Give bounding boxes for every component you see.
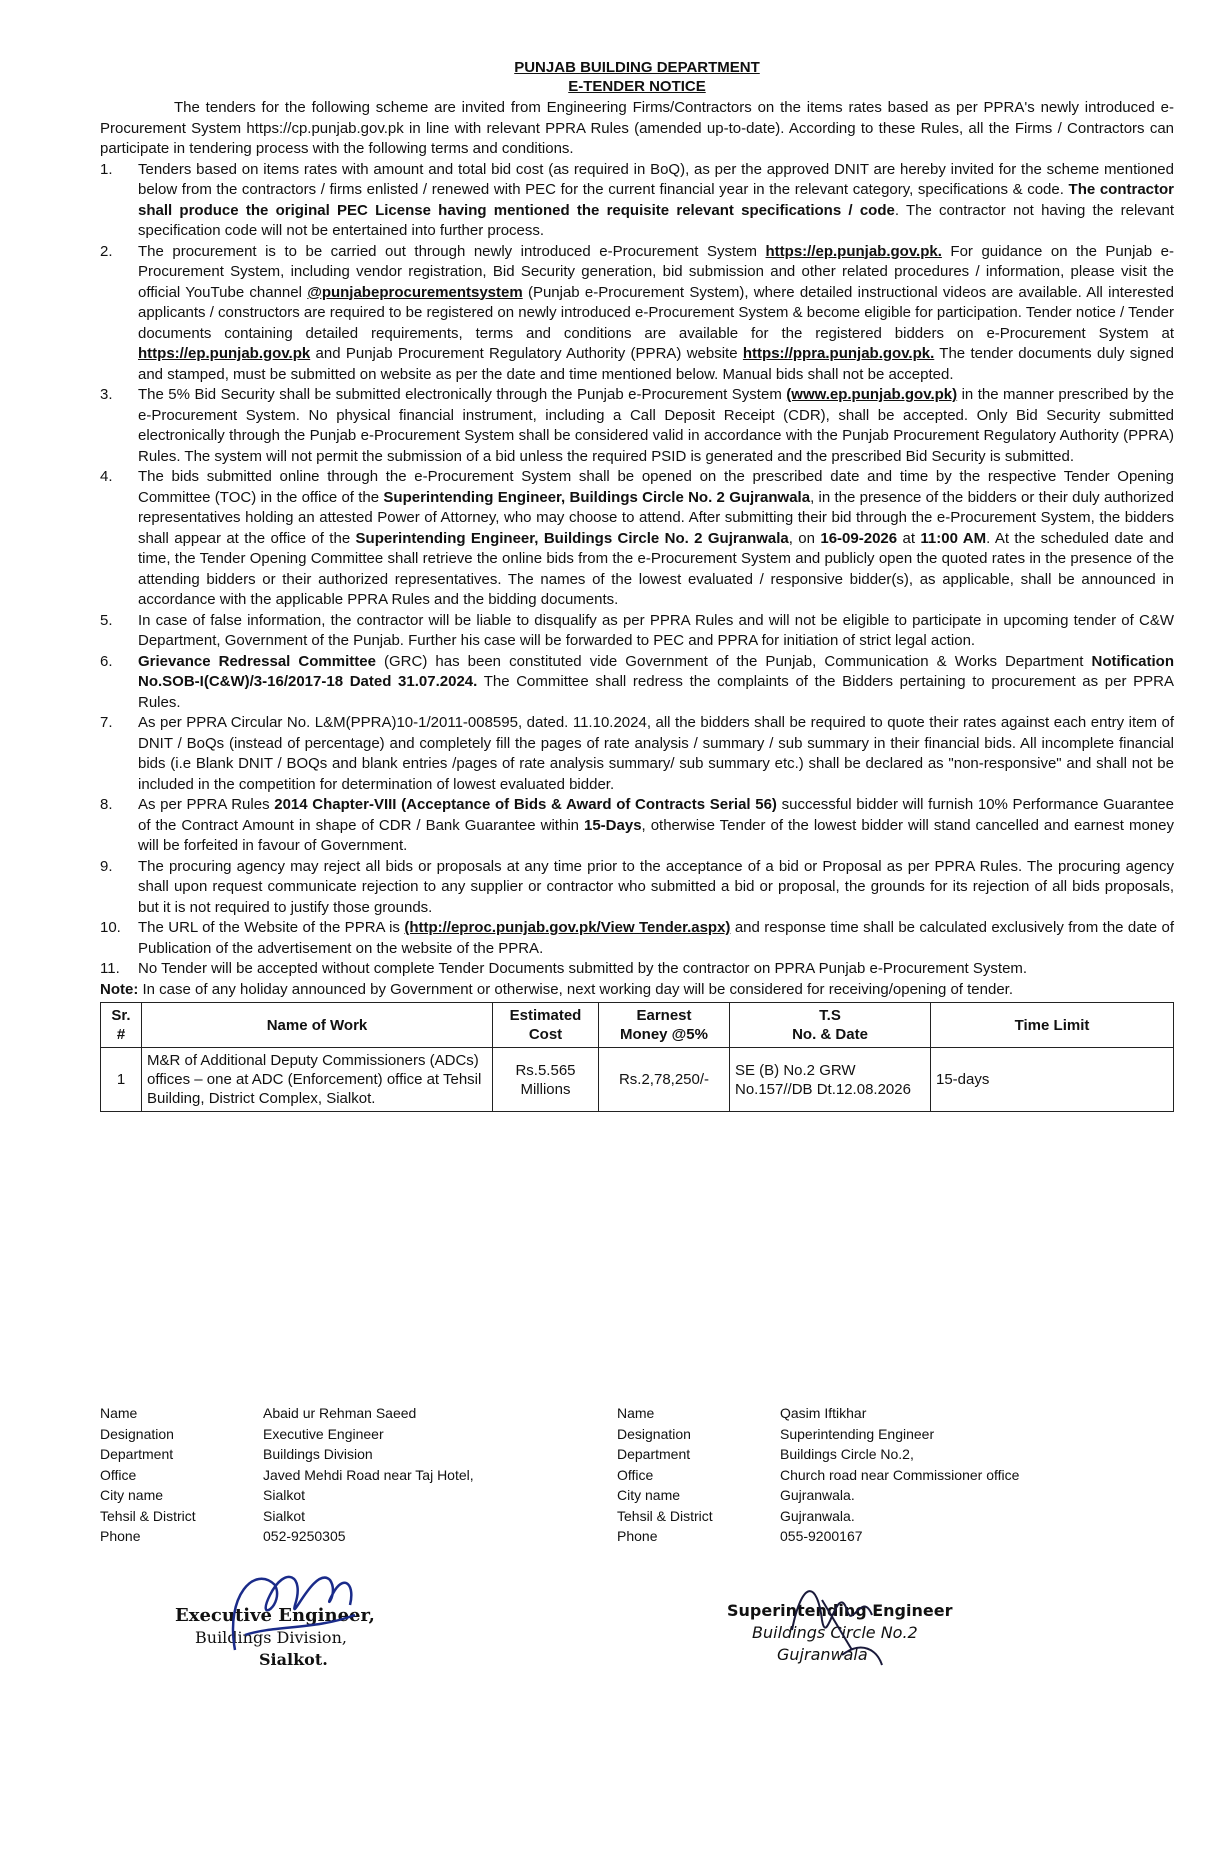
tender-table [100,1002,1174,1112]
terms-list [100,160,1174,980]
signature-scribble-icon [782,1570,892,1670]
col-earnest: Earnest Money @5% [599,1003,730,1048]
ppra-link[interactable]: https://ppra.punjab.gov.pk. [742,345,935,362]
col-sr: Sr. # [101,1003,142,1048]
clause-8: 8. As per PPRA Rules 2014 Chapter-VIII (Acceptance of Bids & Award of Contracts Serial 56) successful bidder will furnish 10% Performance Guarantee of the Contract Amount in shape of CDR / Bank Guarantee within 15-Days, otherwise Tender of the lowest bidder will stand cancelled and earnest money will be forfeited in favour of Government. [100,796,1174,854]
ep-link[interactable]: https://ep.punjab.gov.pk. [765,242,942,260]
department-title: PUNJAB BUILDING DEPARTMENT [514,59,760,76]
clause-11: 11. No Tender will be accepted without complete Tender Documents submitted by the contractor on PPRA Punjab e-Procurement System. [100,960,1028,977]
executive-engineer-contact: Name Abaid ur Rehman Saeed Designation Executive Engineer Department Buildings Division Office Javed Mehdi Road near Taj Hotel, City name Sialkot Tehsil & District Sialkot Phone 052-9250305 [100,1405,474,1544]
clause-4: 4. The bids submitted online through the e-Procurement System shall be opened on the prescribed date and time by the respective Tender Opening Committee (TOC) in the office of the Superintending Engineer, Buildings Circle No. 2 Gujranwala, in the presence of the bidders or their duly authorized representatives holding an attested Power of Attorney, who may choose to attend. After submitting their bid through the e-Procurement System, the bidders shall appear at the office of the Superintending Engineer, Buildings Circle No. 2 Gujranwala, on 16-09-2026 at 11:00 AM. At the scheduled date and time, the Tender Opening Committee shall retrieve the online bids from the e-Procurement System and publicly open the quoted rates in the presence of the attending bidders or their authorized representatives. The names of the lowest evaluated / responsive bidder(s), as applicable, shall be announced in accordance with the applicable PPRA Rules and the bidding documents. [100,468,1175,608]
holiday-note: Note: In case of any holiday announced by Government or otherwise, next working day will be considered for receiving/opening of tender. [100,980,1014,998]
col-ts: T.S No. & Date [730,1003,931,1048]
clause-7: 7. As per PPRA Circular No. L&M(PPRA)10-1/2011-008595, dated. 11.10.2024, all the bidders shall be required to quote their rates against each entry item of DNIT / BoQs (instead of percentage) and completely fill the pages of rate analysis / summary / sub summary in their financial bids. All incomplete financial bids (i.e Blank DNIT / BOQs and blank entries /pages of rate analysis summary/ sub summary etc.) shall be declared as "non-responsive" and shall not be included in the competition for determination of lowest evaluated bidder. [100,714,1174,793]
clause-9: 9. The procuring agency may reject all bids or proposals at any time prior to the acceptance of a bid or Proposal as per PPRA Rules. The procuring agency shall upon request communicate rejection to any supplier or contractor who submitted a bid or proposal, the grounds for its rejection of all bids proposals, but it is not required to justify those grounds. [100,857,1174,916]
table-header-row [101,1003,1174,1048]
signature-scribble-icon [215,1555,365,1665]
notice-title: E-TENDER NOTICE [568,78,706,95]
superintending-engineer-stamp: Superintending Engineer Buildings Circle No.2 Gujranwala [727,1600,952,1666]
eproc-link[interactable]: (http://eproc.punjab.gov.pk/View Tender.aspx) [404,919,731,936]
intro-paragraph: The tenders for the following scheme are invited from Engineering Firms/Contractors on the items rates based as per PPRA's newly introduced e-Procurement System https://cp.punjab.gov.pk in line with relevant PPRA Rules (amended up-to-date). According to these Rules, all the Firms / Contractors can participate in tendering process with the following terms and conditions. [100,99,1174,157]
clause-6: 6. Grievance Redressal Committee (GRC) has been constituted vide Government of the Punjab, Communication & Works Department Notification No.SOB-I(C&W)/3-16/2017-18 Dated 31.07.2024. The Committee shall redress the complaints of the Bidders pertaining to procurement as per PPRA Rules. [100,652,1174,711]
clause-1: 1. Tenders based on items rates with amount and total bid cost (as required in BoQ), as per the approved DNIT are hereby invited for the scheme mentioned below from the contractors / firms enlisted / renewed with PEC for the current financial year in the relevant category, specifications & code. The contractor shall produce the original PEC License having mentioned the requisite relevant specifications / code. The contractor not having the relevant specification code will not be entertained into further process. [100,160,1174,239]
col-time: Time Limit [931,1003,1174,1048]
table-row: 1 M&R of Additional Deputy Commissioners (ADCs) offices – one at ADC (Enforcement) office at Tehsil Building, District Complex, Sialkot. Rs.5.565 Millions Rs.2,78,250/- SE (B) No.2 GRW No.157//DB Dt.12.08.2026 15-days [101,1048,1174,1112]
clause-3: 3. The 5% Bid Security shall be submitted electronically through the Punjab e-Procurement System (www.ep.punjab.gov.pk) in the manner prescribed by the e-Procurement System. No physical financial instrument, including a Call Deposit Receipt (CDR), shall be accepted. Only Bid Security submitted electronically through the Punjab e-Procurement System shall be considered valid in accordance with the Punjab Procurement Regulatory Authority (PPRA) Rules. The system will not permit the submission of a bid unless the required PSID is generated and the prescribed Bid Security is submitted. [100,386,1174,465]
opening-date: 16-09-2026 [820,529,898,547]
clause-10: 10. The URL of the Website of the PPRA is (http://eproc.punjab.gov.pk/View Tender.aspx) and response time shall be calculated exclusively from the date of Publication of the advertisement on the website of the PPRA. [100,919,1174,957]
ep-link-2[interactable]: https://ep.punjab.gov.pk [138,345,311,362]
clause-2: 2. The procurement is to be carried out through newly introduced e-Procurement System https://ep.punjab.gov.pk. For guidance on the Punjab e-Procurement System, including vendor registration, Bid Security generation, bid submission and other related procedures / information, please visit the official YouTube channel @punjabeprocurementsystem (Punjab e-Procurement System), where detailed instructional videos are available. All interested applicants / constructors are required to be registered on newly introduced e-Procurement System & become eligible for participation. Tender notice / Tender documents containing detailed requirements, terms and conditions are available for the registered bidders on e-Procurement System at https://ep.punjab.gov.pk and Punjab Procurement Regulatory Authority (PPRA) website https://ppra.punjab.gov.pk. The tender documents duly signed and stamped, must be submitted on website as per the date and time mentioned below. Manual bids shall not be accepted. [100,242,1174,383]
superintending-engineer-contact: Name Qasim Iftikhar Designation Superintending Engineer Department Buildings Circle No.2, Office Church road near Commissioner office City name Gujranwala. Tehsil & District Gujranwala. Phone 055-9200167 [617,1405,1020,1544]
ep-www-link[interactable]: (www.ep.punjab.gov.pk) [786,386,958,403]
clause-5: 5. In case of false information, the contractor will be liable to disqualify as per PPRA Rules and will not be eligible to participate in upcoming tender of C&W Department, Government of the Punjab. Further his case will be forwarded to PEC and PPRA for initiation of strict legal action. [100,611,1174,649]
opening-time: 11:00 AM [920,529,987,547]
youtube-channel-link[interactable]: @punjabeprocurementsystem [307,283,523,301]
executive-engineer-stamp: Executive Engineer, Buildings Division, Sialkot. [175,1605,375,1671]
tender-notice [100,58,1174,1112]
col-cost: Estimated Cost [493,1003,599,1048]
col-work: Name of Work [142,1003,493,1048]
